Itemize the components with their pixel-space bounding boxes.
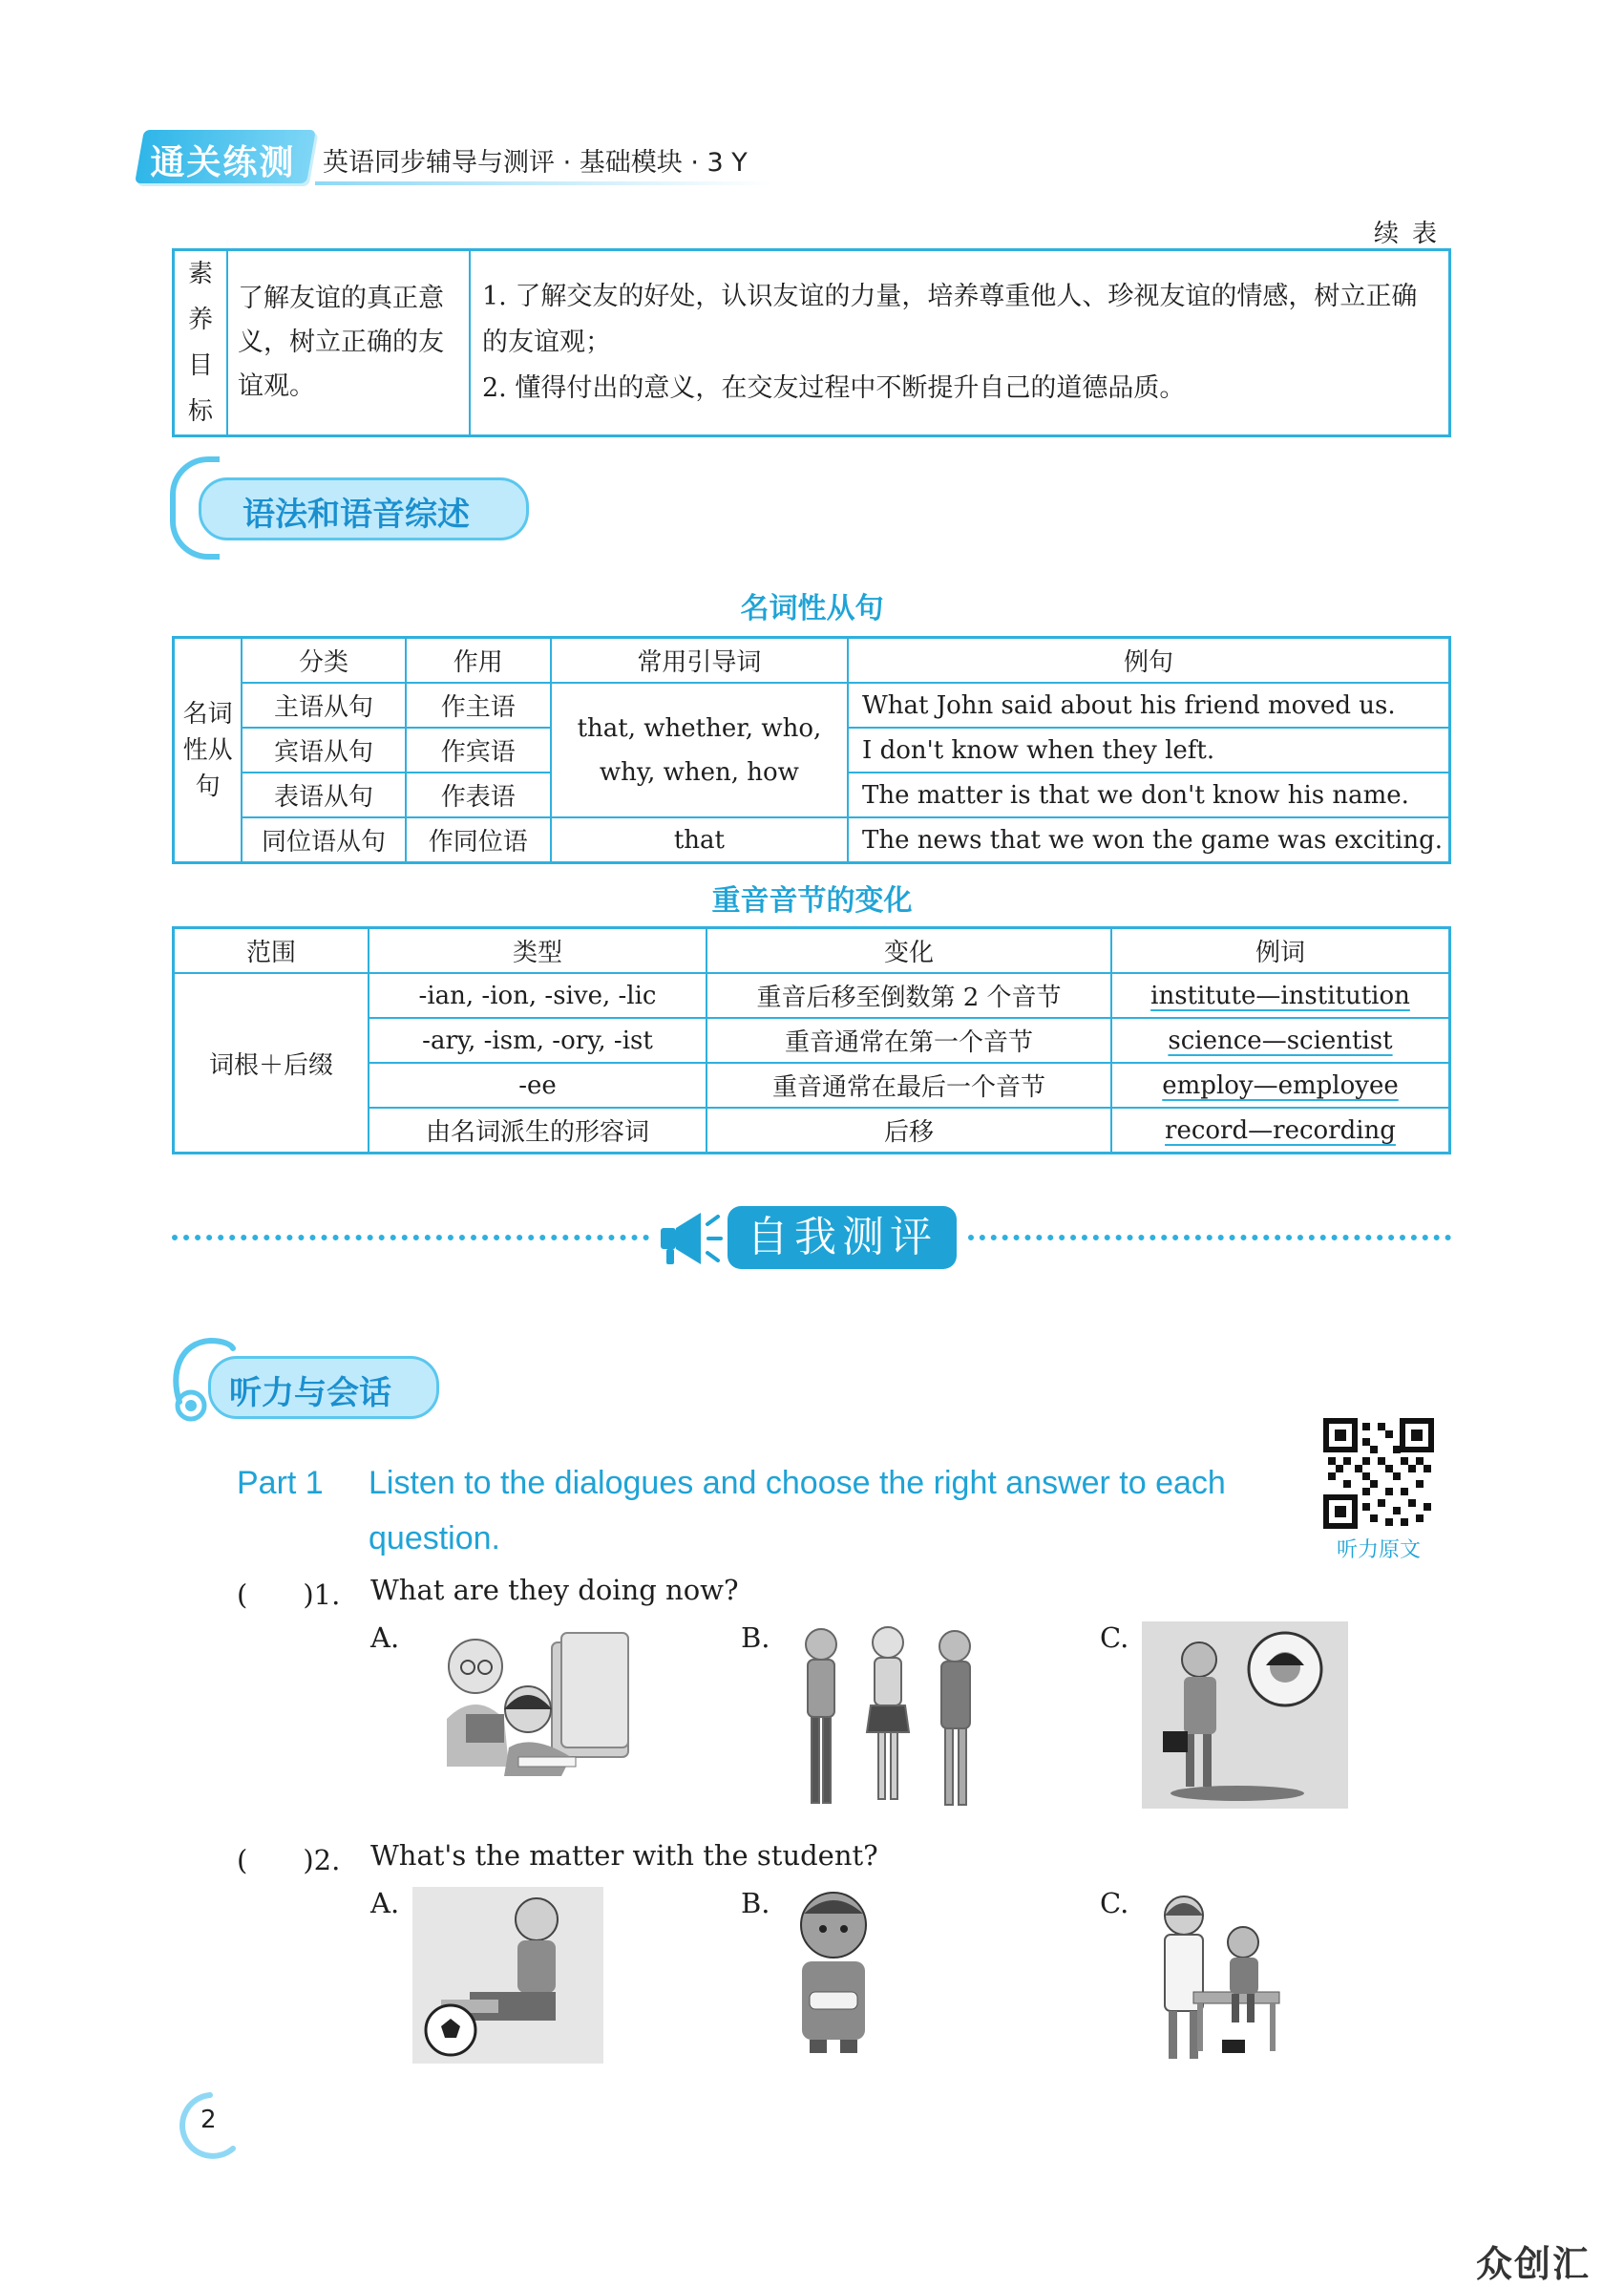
clause-example: The matter is that we don't know his name. <box>848 773 1449 817</box>
three-girls-talking-image <box>783 1621 1002 1822</box>
noun-clause-group-label: 名词性从句 <box>174 638 243 863</box>
table-row <box>174 683 1450 728</box>
clause-role: 作同位语 <box>406 817 551 863</box>
question-text: What are they doing now? <box>370 1574 739 1606</box>
divider-dots-right <box>968 1235 1451 1240</box>
noun-clause-table <box>172 636 1451 864</box>
clause-role: 作表语 <box>406 773 551 817</box>
header-cell: 例句 <box>848 638 1449 684</box>
clause-role: 作主语 <box>406 683 551 728</box>
option-label[interactable]: A. <box>370 1887 400 1919</box>
header-cell: 变化 <box>707 928 1111 974</box>
qr-code-icon[interactable] <box>1322 1417 1435 1530</box>
example-words: record—recording <box>1111 1108 1450 1154</box>
literacy-category-char: 标 <box>187 397 213 426</box>
noun-clause-title: 名词性从句 <box>740 592 884 625</box>
part-instruction: question. <box>369 1520 500 1556</box>
stress-change-table <box>172 926 1451 1154</box>
continued-label: 续表 <box>1373 220 1450 248</box>
option-label[interactable]: B. <box>741 1887 770 1919</box>
header-cell: 作用 <box>406 638 551 684</box>
literacy-category-cell <box>174 250 228 436</box>
megaphone-icon <box>657 1205 724 1272</box>
literacy-category-char: 目 <box>187 351 213 380</box>
clause-type: 宾语从句 <box>242 728 406 773</box>
clause-example: The news that we won the game was exciting. <box>848 817 1449 863</box>
clause-example: I don't know when they left. <box>848 728 1449 773</box>
series-logo <box>135 130 316 183</box>
grammar-section-banner <box>170 456 552 552</box>
injured-leg-boy-image <box>412 1887 603 2064</box>
suffix-type: -ian, -ion, -sive, -lic <box>369 973 707 1018</box>
literacy-category-char: 素 <box>187 260 213 288</box>
table-row <box>174 973 1450 1018</box>
literacy-detail: 2. 懂得付出的意义，在交友过程中不断提升自己的道德品质。 <box>482 373 1186 403</box>
header-cell: 分类 <box>242 638 406 684</box>
suffix-type: -ee <box>369 1063 707 1108</box>
boy-arm-sling-image <box>781 1887 886 2059</box>
question-number: ( )1. <box>237 1578 341 1611</box>
stress-change: 重音通常在第一个音节 <box>707 1018 1111 1063</box>
header-rule <box>315 181 773 185</box>
self-test-label: 自我测评 <box>728 1206 957 1269</box>
example-words: science—scientist <box>1111 1018 1450 1063</box>
example-words: institute—institution <box>1111 973 1450 1018</box>
option-label[interactable]: C. <box>1100 1887 1129 1919</box>
literacy-detail: 1. 了解交友的好处，认识友谊的力量，培养尊重他人、珍视友谊的情感，树立正确的友谊观； <box>482 282 1418 357</box>
book-title: 英语同步辅导与测评 · 基础模块 · 3 Y <box>323 148 748 178</box>
clause-type: 表语从句 <box>242 773 406 817</box>
question-text: What's the matter with the student? <box>370 1839 878 1872</box>
stress-change: 后移 <box>707 1108 1111 1154</box>
stress-change-title: 重音音节的变化 <box>711 884 913 918</box>
qr-caption: 听力原文 <box>1336 1538 1421 1562</box>
table-row <box>174 817 1450 863</box>
divider-dots-left <box>172 1235 649 1240</box>
introductory-word: that <box>551 817 848 863</box>
header-cell: 范围 <box>174 928 369 974</box>
doctor-with-boy-image <box>1136 1887 1289 2064</box>
introductory-words: that, whether, who, why, when, how <box>551 683 848 817</box>
header-cell: 常用引导词 <box>551 638 848 684</box>
literacy-details <box>470 250 1450 436</box>
clause-type: 主语从句 <box>242 683 406 728</box>
part-label: Part 1 <box>237 1465 324 1501</box>
clause-role: 作宾语 <box>406 728 551 773</box>
suffix-type: -ary, -ism, -ory, -ist <box>369 1018 707 1063</box>
option-label[interactable]: A. <box>370 1621 400 1654</box>
watermark: 众创汇 <box>1476 2243 1592 2285</box>
clause-type: 同位语从句 <box>242 817 406 863</box>
suffix-type: 由名词派生的形容词 <box>369 1108 707 1154</box>
literacy-category-char: 养 <box>187 306 213 334</box>
man-on-phone-image <box>1142 1621 1348 1809</box>
kids-reading-image <box>409 1623 647 1790</box>
stress-scope: 词根＋后缀 <box>174 973 369 1154</box>
example-words: employ—employee <box>1111 1063 1450 1108</box>
option-label[interactable]: B. <box>741 1621 770 1654</box>
stress-change: 重音后移至倒数第 2 个音节 <box>707 973 1111 1018</box>
grammar-section-title: 语法和语音综述 <box>243 496 470 534</box>
literacy-goal: 了解友谊的真正意义，树立正确的友谊观。 <box>227 250 470 436</box>
listening-section-title: 听力与会话 <box>229 1374 391 1412</box>
stress-change: 重音通常在最后一个音节 <box>707 1063 1111 1108</box>
option-label[interactable]: C. <box>1100 1621 1129 1654</box>
part-instruction: Listen to the dialogues and choose the right answer to each <box>369 1465 1226 1501</box>
series-logo-text: 通关练测 <box>150 143 296 182</box>
page-number: 2 <box>200 2106 217 2134</box>
header-cell: 例词 <box>1111 928 1450 974</box>
literacy-goals-table <box>172 248 1451 437</box>
clause-example: What John said about his friend moved us. <box>848 683 1449 728</box>
question-number: ( )2. <box>237 1844 341 1876</box>
header-cell: 类型 <box>369 928 707 974</box>
listening-section-banner <box>170 1335 456 1430</box>
